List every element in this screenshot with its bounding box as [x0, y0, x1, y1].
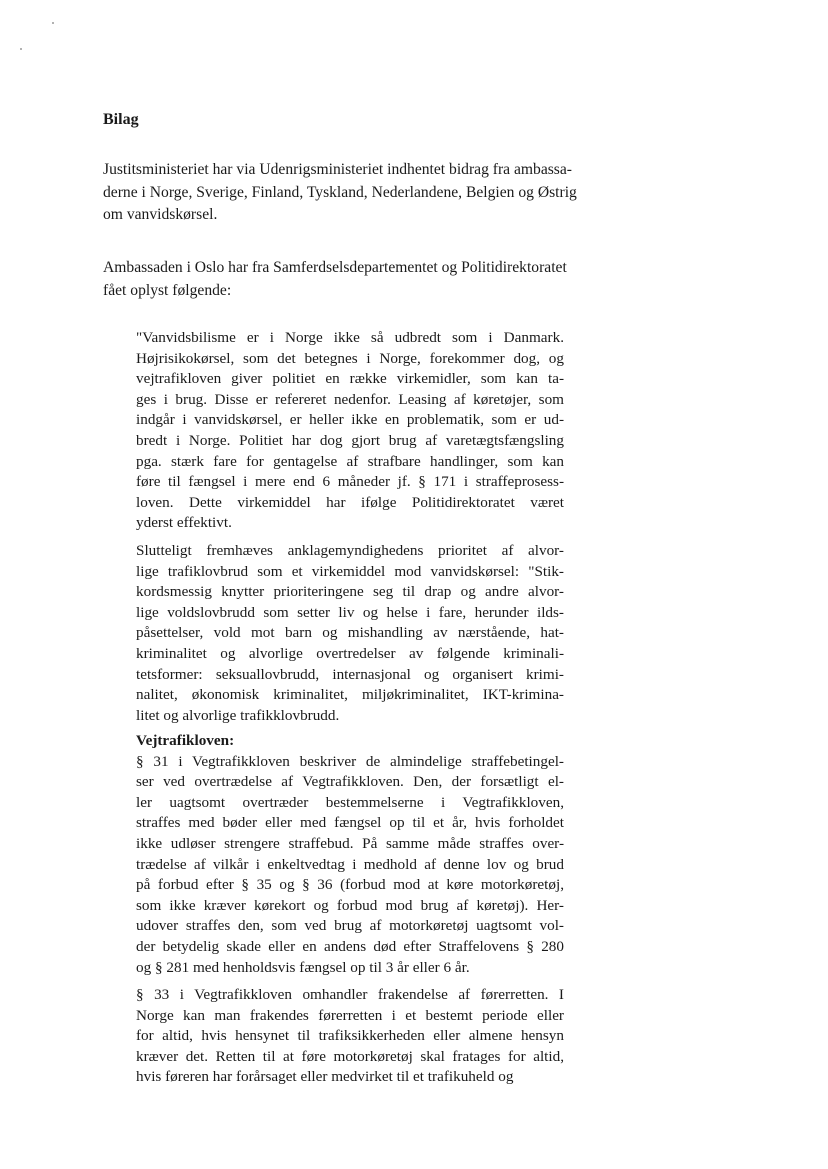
text-line: Højrisikokørsel, som det betegnes i Norge, forekommer dog, og [136, 349, 564, 367]
text-line: Norge kan man frakendes førerretten i et bestemt periode eller [136, 1006, 564, 1024]
text-line: ikke udløser strengere straffebud. På samme måde straffes over- [136, 834, 564, 852]
text-line: straffes med bøder eller med fængsel op til et år, hvis forholdet [136, 814, 564, 832]
scan-speck [52, 22, 54, 24]
text-line: yderst effektivt. [136, 514, 232, 532]
text-line: påsettelser, vold mot barn og mishandling av nærstående, hat- [136, 624, 564, 642]
text-line: der betydelig skade eller en andens død efter Straffelovens § 280 [136, 937, 564, 955]
quote-paragraph-2 [136, 541, 564, 726]
text-line: Justitsministeriet har via Udenrigsministeriet indhentet bidrag fra ambassa- [103, 161, 572, 178]
text-line: ler uagtsomt overtræder bestemmelserne i Vegtrafikkloven, [136, 793, 564, 811]
text-line: lige voldslovbrudd som setter liv og helse i fare, herunder ilds- [136, 603, 564, 621]
text-line: om vanvidskørsel. [103, 206, 218, 224]
intro-paragraph [103, 159, 608, 227]
text-line: indgår i vanvidskørsel, er heller ikke en problematik, som er ud- [136, 411, 564, 429]
text-line: udover straffes den, som ved brug af motorkøretøj uagtsomt vol- [136, 917, 564, 935]
text-line: hvis føreren har forårsaget eller medvirket til et trafikuheld og [136, 1068, 514, 1086]
text-line: ges i brug. Disse er refereret nedenfor. Leasing af køretøjer, som [136, 390, 564, 408]
text-line: tetsformer: seksuallovbrudd, internasjonal og organisert krimi- [136, 665, 564, 683]
text-line: "Vanvidsbilisme er i Norge ikke så udbredt som i Danmark. [136, 329, 564, 346]
text-line: bredt i Norge. Politiet har dog gjort brug af varetægtsfængsling [136, 431, 564, 449]
text-line: fået oplyst følgende: [103, 281, 232, 299]
page-heading: Bilag [103, 111, 139, 128]
text-line: som ikke kræver kørekort og forbud mod brug af køretøj). Her- [136, 896, 564, 914]
text-line: nalitet, økonomisk kriminalitet, miljøkriminalitet, IKT-krimina- [136, 686, 564, 704]
section-heading: Vejtrafikloven: [136, 732, 235, 749]
text-line: føre til fængsel i mere end 6 måneder jf. § 171 i straffeprosess- [136, 473, 564, 491]
text-line: pga. stærk fare for gentagelse af strafbare handlinger, som kan [136, 452, 564, 470]
text-line: og § 281 med henholdsvis fængsel op til 3 år eller 6 år. [136, 958, 470, 976]
vejtrafikloven-section [136, 731, 564, 978]
text-line: loven. Dette virkemiddel har ifølge Politidirektoratet været [136, 493, 564, 511]
text-line: på forbud efter § 35 og § 36 (forbud mod at køre motorkøretøj, [136, 876, 564, 894]
text-line: lige trafiklovbrud som et virkemiddel mod vanvidskørsel: "Stik- [136, 562, 564, 580]
s33-paragraph [136, 985, 564, 1088]
quote-paragraph-1 [136, 328, 564, 534]
oslo-paragraph [103, 257, 608, 302]
text-line: ser ved overtrædelse af Vegtrafikkloven. Den, der forsætligt el- [136, 773, 564, 791]
text-line: for altid, hvis hensynet til trafiksikkerheden eller almene hensyn [136, 1027, 564, 1045]
text-line: litet og alvorlige trafikklovbrudd. [136, 706, 340, 724]
text-line: kræver det. Retten til at føre motorkøretøj skal fratages for altid, [136, 1047, 564, 1065]
text-line: § 31 i Vegtrafikkloven beskriver de almindelige straffebetingel- [136, 752, 564, 770]
text-line: derne i Norge, Sverige, Finland, Tyskland, Nederlandene, Belgien og Østrig [103, 183, 577, 201]
text-line: Slutteligt fremhæves anklagemyndighedens prioritet af alvor- [136, 542, 564, 559]
text-line: Ambassaden i Oslo har fra Samferdselsdepartementet og Politidirektoratet [103, 259, 567, 276]
scan-speck [20, 48, 22, 50]
text-line: kriminalitet og alvorlige overtredelser av følgende kriminali- [136, 644, 564, 662]
text-line: § 33 i Vegtrafikkloven omhandler frakendelse af førerretten. I [136, 986, 564, 1003]
text-line: vejtrafikloven giver politiet en række virkemidler, som kan ta- [136, 370, 564, 388]
text-line: kordsmessig knytter prioriteringene seg til drap og andre alvor- [136, 583, 564, 601]
text-line: trædelse af vilkår i enkeltvedtag i medhold af denne lov og brud [136, 855, 564, 873]
